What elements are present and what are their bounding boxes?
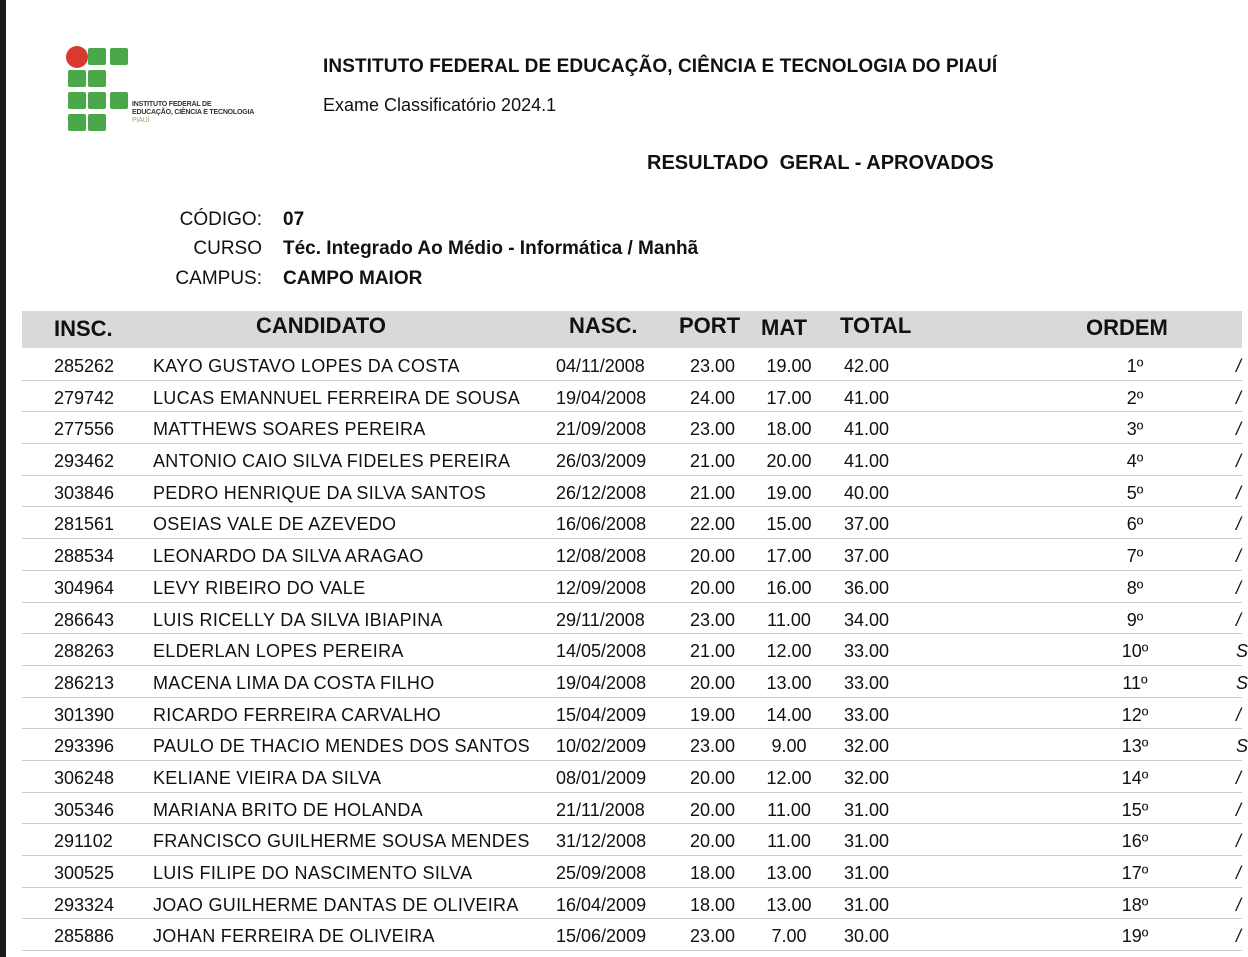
cell-ordem: 12º	[1121, 704, 1149, 725]
logo-text-line: INSTITUTO FEDERAL DE	[132, 101, 212, 108]
cell-nasc: 29/11/2008	[556, 609, 645, 630]
cell-port: 23.00	[690, 926, 736, 947]
cell-insc: 293462	[54, 451, 115, 472]
cell-total: 32.00	[844, 767, 890, 788]
cell-mat: 9.00	[771, 736, 807, 757]
cell-truncated: /	[1236, 609, 1242, 630]
cell-total: 34.00	[844, 609, 890, 630]
cell-port: 23.00	[690, 419, 736, 440]
cell-nasc: 16/06/2008	[556, 514, 647, 535]
cell-total: 33.00	[844, 704, 890, 725]
cell-insc: 285886	[54, 926, 115, 947]
cell-ordem: 14º	[1121, 767, 1149, 788]
cell-mat: 16.00	[766, 577, 812, 598]
cell-total: 33.00	[844, 672, 890, 693]
logo-cell	[88, 48, 106, 65]
cell-candidato: FRANCISCO GUILHERME SOUSA MENDES	[153, 831, 530, 852]
header-total: TOTAL	[840, 313, 912, 338]
cell-nasc: 15/06/2009	[556, 926, 647, 947]
cell-ordem: 9º	[1126, 609, 1144, 630]
cell-ordem: 11º	[1122, 672, 1148, 693]
cell-truncated: /	[1236, 894, 1242, 915]
cell-mat: 11.00	[767, 609, 811, 630]
cell-total: 40.00	[844, 482, 890, 503]
codigo-value: 07	[283, 209, 305, 230]
header-nasc: NASC.	[569, 313, 638, 338]
header-mat: MAT	[761, 315, 808, 340]
cell-ordem: 3º	[1126, 419, 1144, 440]
cell-ordem: 8º	[1126, 577, 1144, 598]
cell-port: 23.00	[690, 356, 736, 376]
header-insc: INSC.	[54, 316, 113, 341]
cell-insc: 306248	[54, 767, 115, 788]
cell-insc: 281561	[54, 514, 115, 535]
cell-ordem: 17º	[1121, 863, 1149, 883]
cell-truncated: /	[1236, 831, 1242, 852]
cell-insc: 293324	[54, 894, 115, 915]
cell-candidato: LEONARDO DA SILVA ARAGAO	[153, 546, 424, 567]
cell-insc: 303846	[54, 482, 115, 503]
cell-candidato: MATTHEWS SOARES PEREIRA	[153, 419, 426, 440]
cell-candidato: KAYO GUSTAVO LOPES DA COSTA	[153, 356, 460, 376]
cell-port: 20.00	[690, 546, 736, 567]
cell-truncated: /	[1236, 514, 1242, 535]
result-title: RESULTADO GERAL - APROVADOS	[647, 152, 994, 174]
cell-nasc: 31/12/2008	[556, 831, 647, 852]
cell-nasc: 19/04/2008	[556, 672, 647, 693]
cell-truncated: /	[1236, 767, 1242, 788]
cell-truncated: /	[1236, 482, 1242, 503]
cell-port: 24.00	[690, 387, 736, 408]
cell-ordem: 6º	[1126, 514, 1144, 535]
table-row	[22, 888, 1242, 920]
cell-truncated: /	[1236, 926, 1242, 947]
cell-port: 23.00	[690, 736, 736, 757]
logo-text-line: PIAUÍ	[132, 117, 150, 124]
cell-insc: 300525	[54, 863, 115, 883]
cell-mat: 19.00	[766, 356, 812, 376]
cell-mat: 17.00	[766, 387, 812, 408]
campus-value: CAMPO MAIOR	[283, 268, 423, 289]
logo-text-line: EDUCAÇÃO, CIÊNCIA E TECNOLOGIA	[132, 109, 255, 116]
cell-insc: 277556	[54, 419, 115, 440]
cell-insc: 285262	[54, 356, 115, 376]
table-row	[22, 761, 1242, 793]
header-port: PORT	[679, 313, 741, 338]
cell-mat: 13.00	[766, 863, 812, 883]
cell-ordem: 4º	[1126, 451, 1144, 472]
cell-candidato: ELDERLAN LOPES PEREIRA	[153, 641, 404, 662]
logo-text	[132, 101, 254, 125]
cell-nasc: 14/05/2008	[556, 641, 647, 662]
cell-mat: 12.00	[766, 767, 812, 788]
cell-insc: 291102	[54, 831, 113, 852]
cell-truncated: S	[1236, 736, 1248, 757]
cell-port: 20.00	[690, 831, 736, 852]
table-row	[22, 698, 1242, 730]
table-row	[22, 856, 1242, 888]
header-ordem: ORDEM	[1086, 315, 1168, 340]
cell-port: 19.00	[690, 704, 736, 725]
table-row	[22, 349, 1242, 381]
logo-cell	[88, 114, 106, 131]
cell-truncated: /	[1236, 387, 1242, 408]
cell-truncated: /	[1236, 799, 1242, 820]
cell-nasc: 19/04/2008	[556, 387, 647, 408]
cell-candidato: LUCAS EMANNUEL FERREIRA DE SOUSA	[153, 387, 521, 408]
cell-port: 21.00	[690, 641, 736, 662]
cell-mat: 13.00	[766, 672, 812, 693]
table-row	[22, 824, 1242, 856]
header-candidato: CANDIDATO	[256, 313, 386, 338]
cell-candidato: LUIS FILIPE DO NASCIMENTO SILVA	[153, 863, 473, 883]
logo-cell	[88, 70, 106, 87]
page-edge	[0, 0, 6, 957]
logo-cell	[68, 92, 86, 109]
cell-nasc: 12/09/2008	[556, 577, 647, 598]
cell-insc: 305346	[54, 799, 115, 820]
cell-candidato: KELIANE VIEIRA DA SILVA	[153, 767, 382, 788]
cell-ordem: 15º	[1121, 799, 1149, 820]
cell-port: 20.00	[690, 672, 736, 693]
cell-nasc: 12/08/2008	[556, 546, 647, 567]
cell-total: 36.00	[844, 577, 890, 598]
cell-port: 22.00	[690, 514, 736, 535]
cell-truncated: S	[1236, 641, 1248, 662]
cell-truncated: /	[1236, 704, 1242, 725]
cell-total: 41.00	[844, 419, 890, 440]
table-row	[22, 729, 1248, 761]
logo-cell	[88, 92, 106, 109]
cell-insc: 304964	[54, 577, 115, 598]
cell-mat: 12.00	[766, 641, 812, 662]
table-row	[22, 412, 1242, 444]
ifpi-logo	[66, 46, 291, 136]
cell-candidato: MACENA LIMA DA COSTA FILHO	[153, 672, 435, 693]
cell-ordem: 7º	[1126, 546, 1144, 567]
table-row	[22, 507, 1242, 539]
cell-mat: 11.00	[767, 799, 811, 820]
table-row	[22, 381, 1242, 413]
cell-nasc: 26/12/2008	[556, 482, 647, 503]
cell-total: 42.00	[844, 356, 890, 376]
cell-ordem: 1º	[1126, 356, 1144, 376]
table-header	[22, 311, 1242, 348]
cell-candidato: JOAO GUILHERME DANTAS DE OLIVEIRA	[153, 894, 519, 915]
cell-total: 41.00	[844, 387, 890, 408]
cell-nasc: 04/11/2008	[556, 356, 645, 376]
cell-total: 31.00	[844, 831, 890, 852]
cell-truncated: /	[1236, 419, 1242, 440]
table-row	[22, 539, 1242, 571]
cell-candidato: PAULO DE THACIO MENDES DOS SANTOS	[153, 736, 530, 757]
cell-total: 37.00	[844, 546, 890, 567]
cell-insc: 286213	[54, 672, 115, 693]
cell-mat: 7.00	[771, 926, 807, 947]
cell-nasc: 25/09/2008	[556, 863, 647, 883]
cell-insc: 301390	[54, 704, 115, 725]
cell-mat: 17.00	[766, 546, 812, 567]
cell-nasc: 15/04/2009	[556, 704, 647, 725]
cell-candidato: OSEIAS VALE DE AZEVEDO	[153, 514, 397, 535]
cell-insc: 286643	[54, 609, 115, 630]
logo-cell	[110, 48, 128, 65]
cell-port: 21.00	[690, 482, 736, 503]
cell-ordem: 19º	[1121, 926, 1149, 947]
table-row	[22, 666, 1248, 698]
logo-red-dot	[66, 46, 88, 68]
cell-port: 20.00	[690, 799, 736, 820]
cell-nasc: 10/02/2009	[556, 736, 647, 757]
table-row	[22, 793, 1242, 825]
cell-port: 18.00	[690, 894, 736, 915]
table-row	[22, 603, 1242, 635]
cell-total: 33.00	[844, 641, 890, 662]
cell-total: 30.00	[844, 926, 890, 947]
table-body	[22, 349, 1248, 951]
table-row	[22, 571, 1242, 603]
cell-truncated: /	[1236, 356, 1242, 376]
cell-ordem: 5º	[1126, 482, 1144, 503]
cell-port: 23.00	[690, 609, 736, 630]
cell-mat: 20.00	[766, 451, 812, 472]
institution-name: INSTITUTO FEDERAL DE EDUCAÇÃO, CIÊNCIA E TECNOLOGIA DO PIAUÍ	[323, 56, 998, 77]
cell-mat: 13.00	[766, 894, 812, 915]
cell-total: 31.00	[844, 799, 890, 820]
cell-port: 20.00	[690, 577, 736, 598]
cell-total: 41.00	[844, 451, 890, 472]
cell-ordem: 13º	[1121, 736, 1149, 757]
cell-nasc: 08/01/2009	[556, 767, 647, 788]
cell-truncated: /	[1236, 451, 1242, 472]
cell-candidato: LUIS RICELLY DA SILVA IBIAPINA	[153, 609, 443, 630]
cell-ordem: 18º	[1121, 894, 1149, 915]
cell-total: 31.00	[844, 863, 890, 883]
exam-title: Exame Classificatório 2024.1	[323, 95, 557, 115]
cell-ordem: 2º	[1126, 387, 1144, 408]
table-row	[22, 634, 1248, 666]
cell-truncated: /	[1236, 577, 1242, 598]
cell-nasc: 21/09/2008	[556, 419, 647, 440]
cell-insc: 279742	[54, 387, 115, 408]
cell-insc: 288534	[54, 546, 115, 567]
cell-mat: 19.00	[766, 482, 812, 503]
cell-nasc: 21/11/2008	[556, 799, 645, 820]
cell-mat: 15.00	[766, 514, 812, 535]
cell-candidato: ANTONIO CAIO SILVA FIDELES PEREIRA	[153, 451, 511, 472]
cell-mat: 18.00	[766, 419, 812, 440]
table-row	[22, 476, 1242, 508]
campus-label: CAMPUS:	[175, 268, 262, 289]
cell-truncated: /	[1236, 863, 1242, 883]
cell-nasc: 16/04/2009	[556, 894, 647, 915]
cell-candidato: MARIANA BRITO DE HOLANDA	[153, 799, 423, 820]
logo-cell	[110, 92, 128, 109]
cell-truncated: /	[1236, 546, 1242, 567]
logo-cell	[68, 114, 86, 131]
cell-total: 31.00	[844, 894, 890, 915]
cell-candidato: PEDRO HENRIQUE DA SILVA SANTOS	[153, 482, 487, 503]
cell-candidato: JOHAN FERREIRA DE OLIVEIRA	[153, 926, 435, 947]
curso-value: Téc. Integrado Ao Médio - Informática / Manhã	[283, 238, 699, 259]
table-row	[22, 919, 1242, 951]
cell-insc: 293396	[54, 736, 115, 757]
cell-ordem: 10º	[1121, 641, 1149, 662]
curso-label: CURSO	[193, 238, 262, 259]
cell-ordem: 16º	[1121, 831, 1149, 852]
cell-candidato: RICARDO FERREIRA CARVALHO	[153, 704, 441, 725]
logo-cell	[68, 70, 86, 87]
cell-truncated: S	[1236, 672, 1248, 693]
cell-insc: 288263	[54, 641, 115, 662]
codigo-label: CÓDIGO:	[179, 209, 262, 230]
cell-mat: 11.00	[767, 831, 811, 852]
cell-port: 18.00	[690, 863, 736, 883]
cell-nasc: 26/03/2009	[556, 451, 647, 472]
cell-port: 20.00	[690, 767, 736, 788]
cell-mat: 14.00	[766, 704, 812, 725]
cell-total: 37.00	[844, 514, 890, 535]
cell-port: 21.00	[690, 451, 736, 472]
cell-total: 32.00	[844, 736, 890, 757]
cell-candidato: LEVY RIBEIRO DO VALE	[153, 577, 366, 598]
table-row	[22, 444, 1242, 476]
